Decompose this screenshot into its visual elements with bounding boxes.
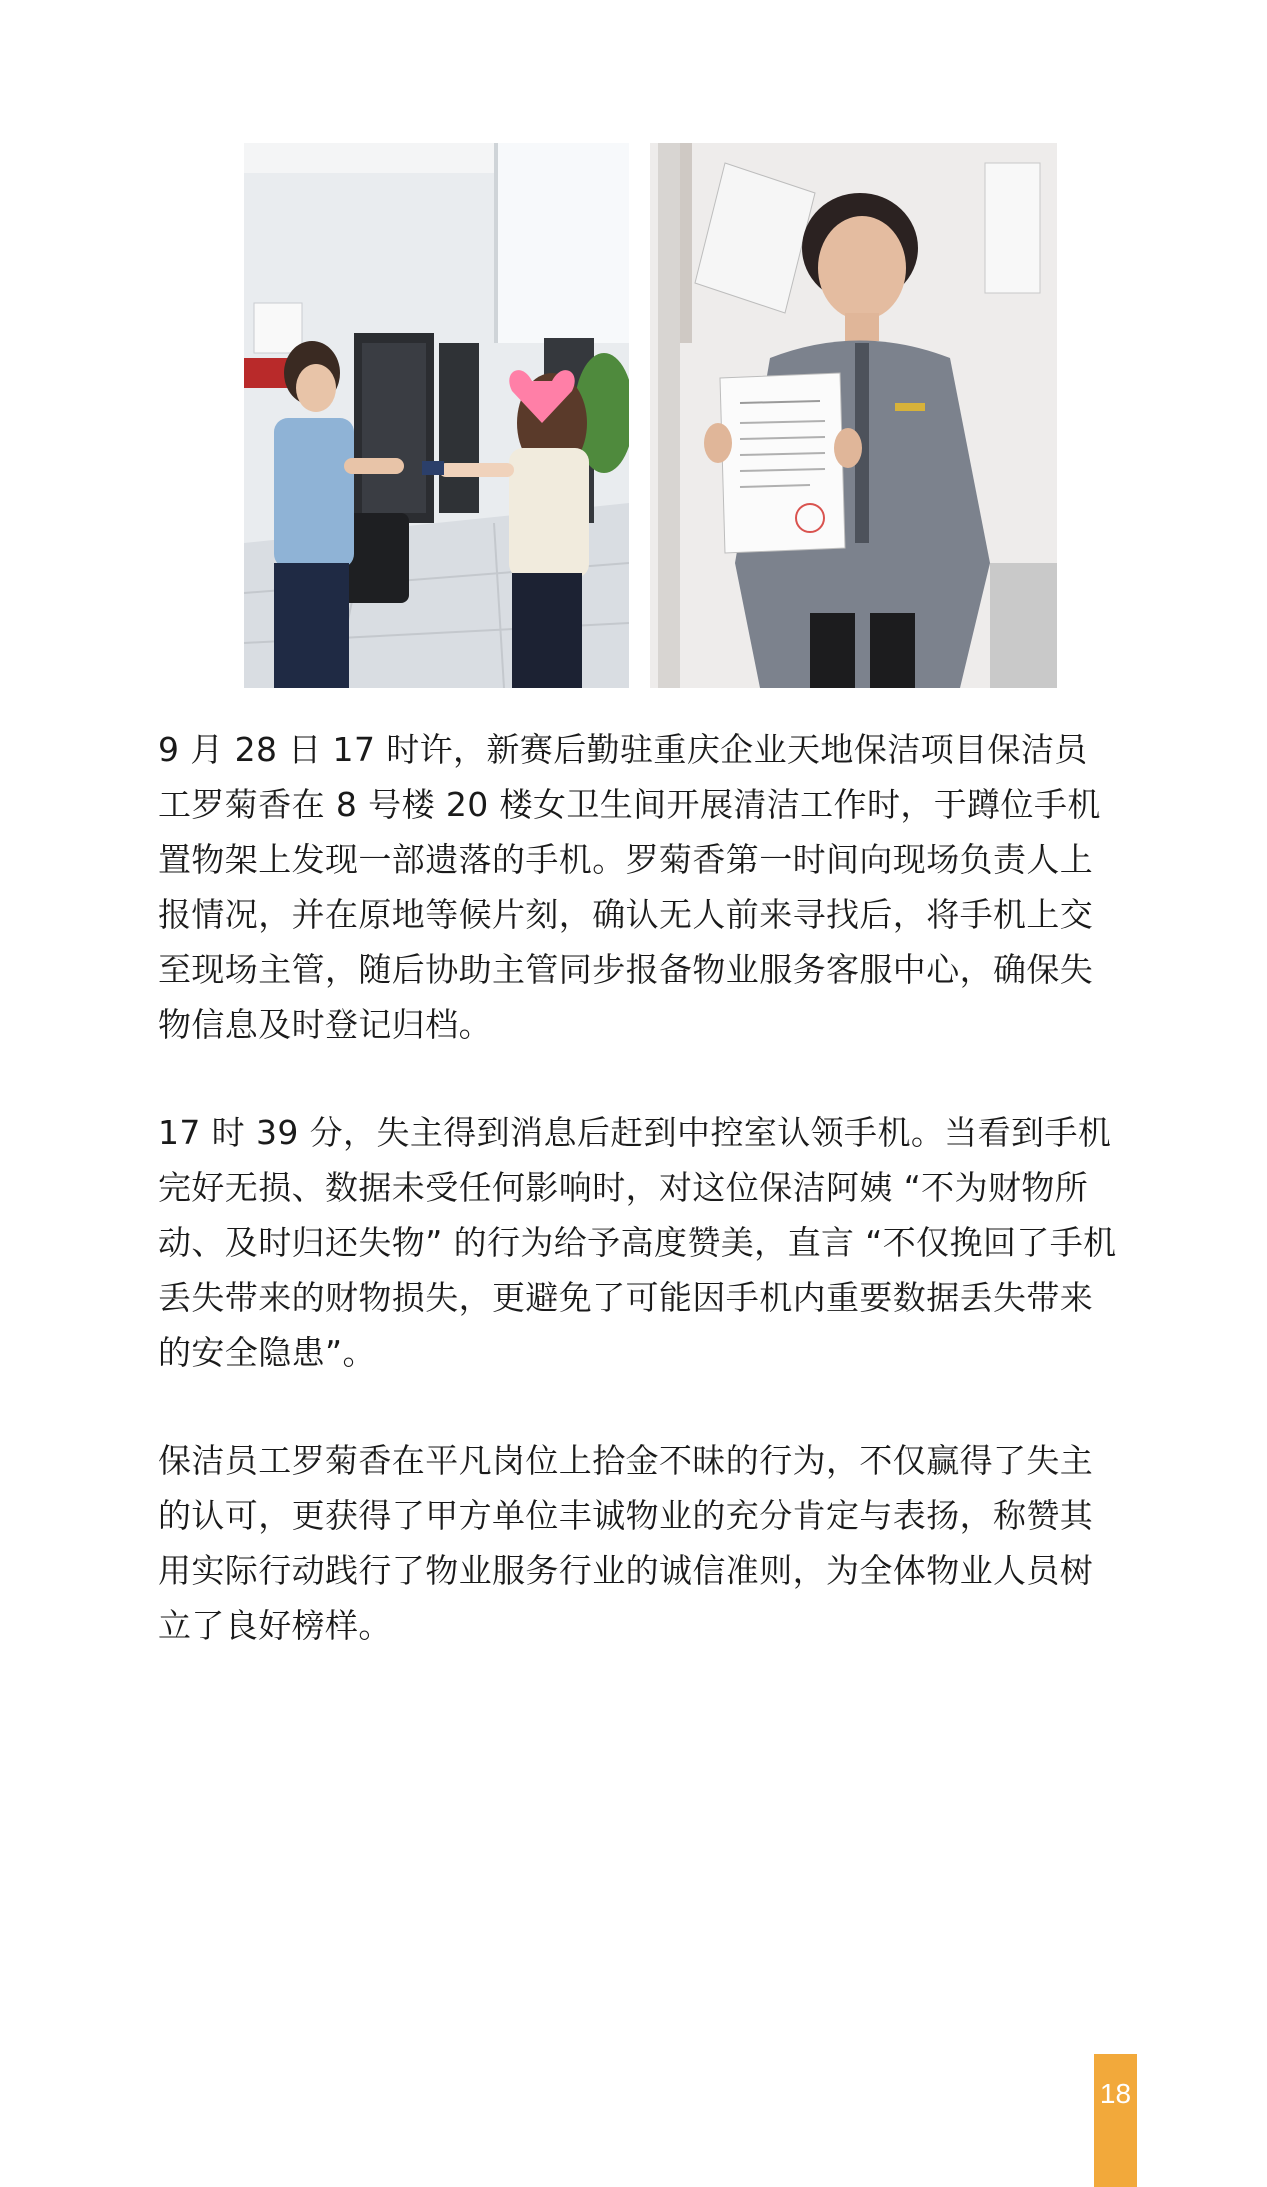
- page-number: 18: [1099, 2078, 1132, 2109]
- cleaner-photo: [650, 143, 1057, 688]
- article-paragraph: 17 时 39 分，失主得到消息后赶到中控室认领手机。当看到手机完好无损、数据未受任何影响时，对这位保洁阿姨 “不为财物所动、及时归还失物” 的行为给予高度赞美，直言 “不仅挽回了手机丢失带来的财物损失，更避免了可能因手机内重要数据丢失带来的安全隐患”。: [158, 1113, 1117, 1372]
- article-paragraph: 保洁员工罗菊香在平凡岗位上拾金不昧的行为，不仅赢得了失主的认可，更获得了甲方单位丰诚物业的充分肯定与表扬，称赞其用实际行动践行了物业服务行业的诚信准则，为全体物业人员树立了良好榜样。: [158, 1441, 1094, 1645]
- article-paragraph: 9 月 28 日 17 时许，新赛后勤驻重庆企业天地保洁项目保洁员工罗菊香在 8 号楼 20 楼女卫生间开展清洁工作时，于蹲位手机置物架上发现一部遗落的手机。罗菊香第一时间向现场负责人上报情况，并在原地等候片刻，确认无人前来寻找后，将手机上交至现场主管，随后协助主管同步报备物业服务客服中心，确保失物信息及时登记归档。: [158, 730, 1101, 1044]
- handover-photo: [244, 143, 629, 688]
- page-number-tab: [1094, 2054, 1137, 2187]
